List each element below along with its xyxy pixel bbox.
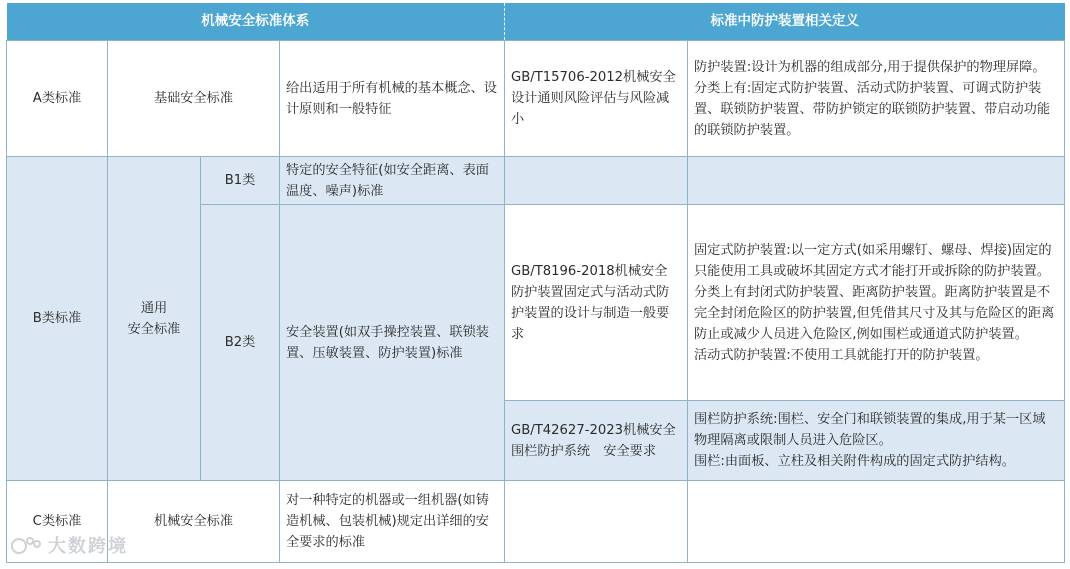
cell-c-definition-empty [688, 481, 1065, 563]
definition-line: 防护装置:设计为机器的组成部分,用于提供保护的物理屏障。 [694, 59, 1046, 75]
cell-c-name: 机械安全标准 [108, 481, 280, 563]
cell-b2-standard-1: GB/T8196-2018机械安全 防护装置固定式与活动式防护装置的设计与制造一般要求 [505, 205, 688, 401]
definition-line: 活动式防护装置:不使用工具就能打开的防护装置。 [694, 347, 989, 363]
cell-a-category: A类标准 [7, 41, 108, 157]
cell-a-definition [688, 41, 1065, 157]
cell-c-category: C类标准 [7, 481, 108, 563]
header-left: 机械安全标准体系 [7, 3, 505, 41]
table-row-a [7, 41, 1065, 157]
definition-line: 分类上有封闭式防护装置、距离防护装置。距离防护装置是不完全封闭危险区的防护装置,但凭借其尺寸及其与危险区的距离防止或减少人员进入危险区,例如围栏或通道式防护装置。 [694, 284, 1055, 342]
definition-line: 围栏:由面板、立柱及相关附件构成的固定式防护结构。 [694, 454, 1015, 469]
cell-b2-definition-2 [688, 401, 1065, 481]
cell-b-category: B类标准 [7, 157, 108, 481]
watermark-logo-icon [10, 535, 44, 555]
cell-b2-definition-1 [688, 205, 1065, 401]
cell-b2-standard-2: GB/T42627-2023机械安全 围栏防护系统 安全要求 [505, 401, 688, 481]
b-name-line-1: 通用 [140, 300, 168, 316]
watermark-text: 大数跨境 [48, 536, 128, 557]
standards-table [6, 3, 1065, 563]
b-name-line-2: 安全标准 [127, 321, 181, 337]
table-row-b1 [7, 157, 1065, 205]
header-right: 标准中防护装置相关定义 [505, 3, 1065, 41]
cell-c-standard-empty [505, 481, 688, 563]
cell-b2-desc: 安全装置(如双手操控装置、联锁装置、压敏装置、防护装置)标准 [280, 205, 505, 481]
watermark [10, 532, 128, 558]
cell-a-desc: 给出适用于所有机械的基本概念、设计原则和一般特征 [280, 41, 505, 157]
cell-b1-standard-empty [505, 157, 688, 205]
cell-a-name: 基础安全标准 [108, 41, 280, 157]
cell-b1-definition-empty [688, 157, 1065, 205]
cell-b-name [108, 157, 201, 481]
table-row-c [7, 481, 1065, 563]
cell-b2-label: B2类 [201, 205, 280, 481]
cell-b1-label: B1类 [201, 157, 280, 205]
definition-line: 围栏防护系统:围栏、安全门和联锁装置的集成,用于某一区域物理隔离或限制人员进入危险区。 [694, 412, 1046, 448]
table-header-row [7, 3, 1065, 41]
definition-line: 分类上有:固定式防护装置、活动式防护装置、可调式防护装置、联锁防护装置、带防护锁定的联锁防护装置、带启动功能的联锁防护装置。 [694, 80, 1051, 138]
cell-c-desc: 对一种特定的机器或一组机器(如铸造机械、包装机械)规定出详细的安全要求的标准 [280, 481, 505, 563]
cell-a-standard: GB/T15706-2012机械安全 设计通则风险评估与风险减小 [505, 41, 688, 157]
cell-b1-desc: 特定的安全特征(如安全距离、表面温度、噪声)标准 [280, 157, 505, 205]
definition-line: 固定式防护装置:以一定方式(如采用螺钉、螺母、焊接)固定的只能使用工具或破坏其固定方式才能打开或拆除的防护装置。 [694, 242, 1052, 279]
